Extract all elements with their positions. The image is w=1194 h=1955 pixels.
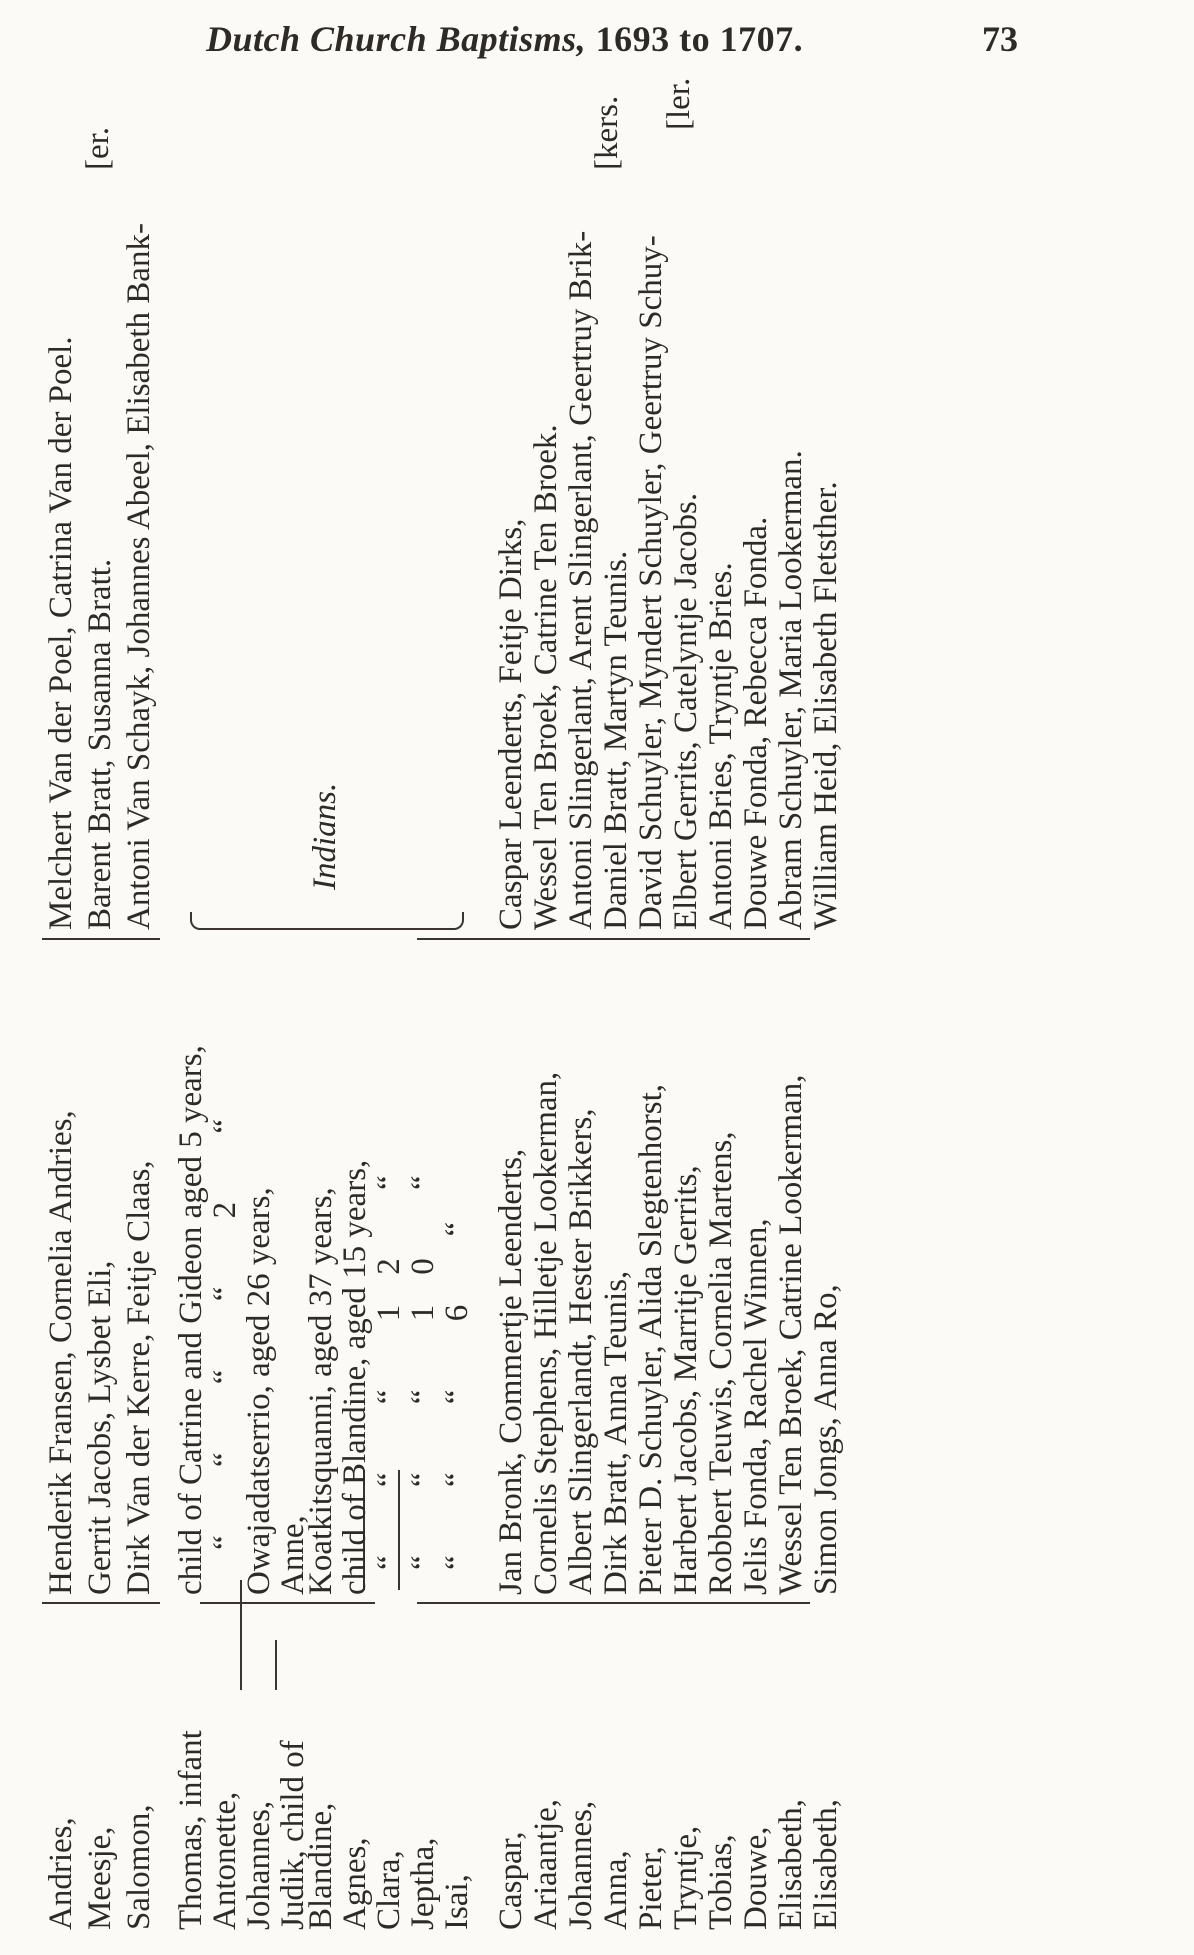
- parents: Owajadatserrio, aged 26 years,: [241, 1187, 277, 1595]
- sponsors: Antoni Bries, Tryntje Bries.: [703, 562, 739, 930]
- sponsors: David Schuyler, Myndert Schuyler, Geertruy Schuy-: [633, 235, 669, 930]
- child-name: Johannes,: [563, 1800, 599, 1930]
- parents: Pieter D. Schuyler, Alida Slegtenhorst,: [633, 1083, 669, 1595]
- parents: child of Blandine, aged 15 years,: [337, 1159, 373, 1595]
- entry-row: [702, 80, 741, 1930]
- parents: Albert Slingerlandt, Hester Brikkers,: [563, 1108, 599, 1595]
- parents: Robbert Teuwis, Cornelia Martens,: [703, 1131, 739, 1595]
- sponsors: Caspar Leenderts, Feitje Dirks,: [493, 518, 529, 930]
- sponsors: Douwe Fonda, Rebecca Fonda.: [738, 516, 774, 930]
- child-name: Isai,: [439, 1874, 475, 1930]
- title-italic: Dutch Church Baptisms,: [206, 19, 587, 59]
- child-name: Blandine,: [303, 1802, 339, 1930]
- parents: Harbert Jacobs, Marritje Gerrits,: [668, 1165, 704, 1595]
- entry-row: [632, 80, 671, 1930]
- child-name: Johannes,: [241, 1800, 277, 1930]
- sponsors: Barent Bratt, Susanna Bratt.: [82, 558, 118, 930]
- sponsors: Antoni Van Schayk, Johannes Abeel, Elisabeth Bank-: [121, 223, 157, 930]
- running-header: [200, 8, 1180, 68]
- parents: Anne,: [275, 1515, 311, 1595]
- child-name: Salomon,: [121, 1804, 157, 1930]
- entry-row: [667, 80, 706, 1930]
- child-name: Anna,: [598, 1850, 634, 1930]
- child-name: Clara,: [371, 1850, 407, 1930]
- child-name: Tryntje,: [668, 1825, 704, 1930]
- parents: Henderik Fransen, Cornelia Andries,: [43, 1110, 79, 1595]
- child-name: Douwe,: [738, 1826, 774, 1930]
- sponsors: Melchert Van der Poel, Catrina Van der Poel.: [43, 336, 79, 930]
- parents: Simon Jongs, Anna Ro,: [808, 1284, 844, 1595]
- entry-row: [81, 80, 120, 1930]
- entry-row: [492, 80, 531, 1930]
- sponsors: Daniel Bratt, Martyn Teunis.: [598, 550, 634, 930]
- entry-row: [772, 80, 811, 1930]
- child-name: Pieter,: [633, 1846, 669, 1930]
- entry-row: [807, 80, 846, 1930]
- parents: Koatkitsquanni, aged 37 years,: [303, 1187, 339, 1595]
- continuation-tail: [ler.: [661, 77, 697, 130]
- indians-label: Indians.: [307, 782, 343, 890]
- parents: child of Catrine and Gideon aged 5 years,: [173, 1045, 209, 1595]
- title-years: 1693 to 1707.: [595, 19, 804, 59]
- child-name: Caspar,: [493, 1831, 529, 1930]
- parents: “ “ “ “ 2 “: [207, 1089, 243, 1550]
- child-name: Agnes,: [337, 1837, 373, 1930]
- parents: Wessel Ten Broek, Catrine Lookerman,: [773, 1074, 809, 1595]
- child-name: Judik, child of: [275, 1740, 311, 1930]
- parents: Dirk Van der Kerre, Feitje Claas,: [121, 1160, 157, 1595]
- entry-row: [737, 80, 776, 1930]
- page-title: [206, 18, 803, 60]
- parents: “ “ “ 6 “: [439, 1191, 475, 1570]
- entry-row: [438, 80, 477, 1930]
- child-name: Andries,: [43, 1817, 79, 1930]
- parents: Jan Bronk, Commertje Leenderts,: [493, 1148, 529, 1595]
- parents: Dirk Bratt, Anna Teunis,: [598, 1270, 634, 1595]
- sponsors: Elbert Gerrits, Catelyntje Jacobs.: [668, 492, 704, 930]
- entry-row: [527, 80, 566, 1930]
- parents: “ “ “ 12 “: [371, 1145, 407, 1570]
- parents: Gerrit Jacobs, Lysbet Eli,: [82, 1260, 118, 1595]
- child-name: Meesje,: [82, 1826, 118, 1930]
- sponsors: Antoni Slingerlant, Arent Slingerlant, Geertruy Brik-: [563, 230, 599, 930]
- child-name: Elisabeth,: [773, 1798, 809, 1930]
- child-name: Elisabeth,: [808, 1798, 844, 1930]
- baptism-register-table: [40, 77, 1040, 1930]
- child-name: Tobias,: [703, 1834, 739, 1930]
- continuation-tail: [kers.: [589, 95, 625, 170]
- sponsors: William Heid, Elisabeth Fletsther.: [808, 481, 844, 930]
- parents: Cornelis Stephens, Hilletje Lookerman,: [528, 1071, 564, 1595]
- child-name: Jeptha,: [405, 1837, 441, 1930]
- sponsors: Wessel Ten Broek, Catrine Ten Broek.: [528, 424, 564, 930]
- child-name: Ariaantje,: [528, 1798, 564, 1930]
- continuation-tail: [er.: [80, 126, 116, 170]
- child-name: Antonette,: [207, 1791, 243, 1930]
- entry-row: [597, 80, 636, 1930]
- child-name: Thomas, infant: [173, 1730, 209, 1930]
- parents: Jelis Fonda, Rachel Winnen,: [738, 1218, 774, 1595]
- sponsors: Abram Schuyler, Maria Lookerman.: [773, 450, 809, 930]
- entry-row: [562, 80, 601, 1930]
- page-number: 73: [982, 19, 1018, 59]
- entry-row: [120, 80, 159, 1930]
- parents: “ “ “ 10 “: [405, 1145, 441, 1570]
- indians-brace: [190, 912, 464, 930]
- entry-row: [42, 80, 81, 1930]
